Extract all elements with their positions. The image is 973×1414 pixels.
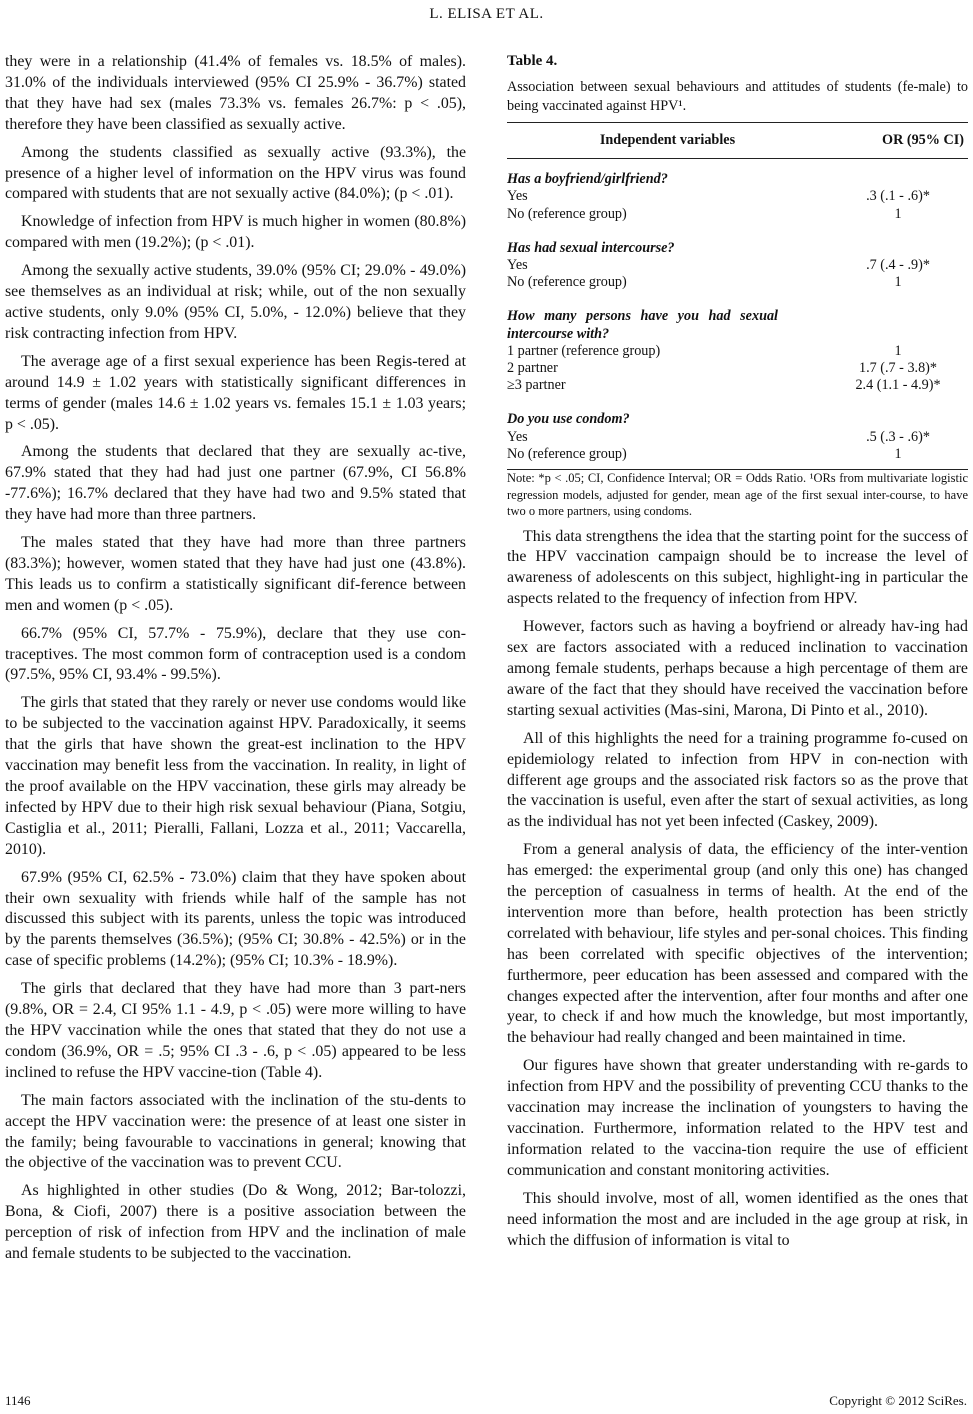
- page-number: 1146: [5, 1393, 31, 1408]
- left-column: [5, 52, 466, 1272]
- paragraph: 66.7% (95% CI, 57.7% - 75.9%), declare that they use con-traceptives. The most common form of contraception used is a condom (97.5%, 95% CI, 93.4% - 99.5%).: [5, 624, 466, 684]
- paragraph: All of this highlights the need for a training programme fo-cused on epidemiology related to infection from HPV in con-nection with different age groups and the associated risk factors so as the prove that the vaccination is useful, even after the start of sexual activities, as long as the individual has not yet been infected (Caskey, 2009).: [507, 729, 968, 831]
- paragraph: However, factors such as having a boyfriend or already hav-ing had sex are factors associated with a reduced inclination to vaccination among female students, perhaps because a high percentage of them are aware of the fact that they should have received the vaccination before starting sexual activities (Mas-sini, Marona, Di Pinto et al., 2010).: [507, 618, 968, 719]
- paragraph: The girls that declared that they have had more than 3 part-ners (9.8%, OR = 2.4, CI 95% 1.1 - 4.9, p < .05) were more willing to have the HPV vaccination while the ones that stated that they do not use a condom (36.9%, OR = .5; 95% CI .3 - .6, p < .05) appeared to be less inclined to refuse the HPV vaccine-tion (Table 4).: [5, 980, 466, 1081]
- table-row: No (reference group) 1: [507, 205, 902, 222]
- table-row: 1 partner (reference group) 1: [507, 342, 902, 359]
- table-group-title: Do you use condom?: [507, 411, 630, 428]
- paragraph: they were in a relationship (41.4% of females vs. 18.5% of males). 31.0% of the individuals interviewed (95% CI 25.9% - 36.7%) stated that they have had sex (males 73.3% vs. females 26.7%: p < .05), therefore they have been classified as sexually active.: [5, 53, 466, 133]
- table-row: Yes .5 (.3 - .6)*: [507, 428, 930, 445]
- column-header: Independent variables: [507, 123, 828, 159]
- running-head: L. ELISA ET AL.: [429, 6, 544, 22]
- paragraph: Our figures have shown that greater understanding with re-gards to infection from HPV and the possibility of preventing CCU thanks to the vaccination may increase the inclination of youngsters to having the vaccination. Furthermore, information related to the HPV test and information related to the vaccina-tion require the use of efficient communication and constant monitoring activities.: [507, 1057, 968, 1179]
- paragraph: This should involve, most of all, women identified as the ones that need information the most and are included in the age group at risk, in which the diffusion of information is vital to: [507, 1189, 968, 1249]
- table-label: Table 4.: [507, 53, 558, 69]
- column-header: OR (95% CI): [828, 123, 968, 159]
- table-caption: Association between sexual behaviours and attitudes of students (fe-male) to being vaccinated against HPV¹.: [507, 79, 968, 114]
- table-group-title: Has a boyfriend/girlfriend?: [507, 171, 668, 188]
- paragraph: The main factors associated with the inclination of the stu-dents to accept the HPV vaccination were: the presence of at least one sister in the family; being favourable to vaccinations in general; knowing that the objective of the vaccination was to prevent CCU.: [5, 1091, 466, 1172]
- paragraph: 67.9% (95% CI, 62.5% - 73.0%) claim that they have spoken about their own sexuality with friends while half of the sample has not discussed this subject with its parents, unless the topic was introduced by the parents themselves (36.5%); (95% CI; 30.8% - 42.5%) or in the case of specific problems (14.2%); (95% CI; 10.3% - 18.9%).: [5, 868, 466, 970]
- paragraph: From a general analysis of data, the efficiency of the inter-vention has emerged: the experimental group (and only this one) has changed the perception of casualness in terms of health. At the end of the intervention more than before, health protection has been strictly correlated with behaviour, life styles and per-sonal choices. This finding has been correlated with specific objectives of the intervention; furthermore, peer education has been assessed and compared with the changes expected after the intervention, after four months and after one year, to check if and how much the knowledge, but most importantly, the behaviour had really changed and been maintained in time.: [507, 841, 968, 1047]
- paragraph: Among the students classified as sexually active (93.3%), the presence of a higher level of information on the HPV virus was found compared with students that are not sexually active (84.0%); (p < .01).: [5, 143, 466, 203]
- table-row: No (reference group) 1: [507, 446, 968, 470]
- table-row: ≥3 partner 2.4 (1.1 - 4.9)*: [507, 377, 941, 394]
- paragraph: Among the students that declared that they are sexually ac-tive, 67.9% stated that they had had just one partner (67.9%, CI 56.8% -77.6%); 16.7% declared that they have had two and 9.5% stated that they have had more than three partners.: [5, 443, 466, 524]
- table-note: Note: *p < .05; CI, Confidence Interval; OR = Odds Ratio. ¹ORs from multivariate logistic regression models, adjusted for gender, mean age of the first sexual inter-course, to have two o more partners, using condoms.: [507, 471, 968, 519]
- table-header-row: [507, 123, 968, 159]
- table-row: Yes .7 (.4 - .9)*: [507, 257, 930, 274]
- right-column: [507, 52, 968, 1258]
- paragraph: The girls that stated that they rarely or never use condoms would like to be subjected to the vaccination against HPV. Paradoxically, it seems that the girls that have shown the great-est inclination to the HPV vaccination may benefit less from the vaccination. In reality, in light of the proof available on the HPV vaccination, these girls may already be infected by HPV due to their high risk sexual behaviour (Piana, Sotgiu, Castiglia et al., 2011; Pieralli, Fallani, Lozza et al., 2011; Vaccarella, 2010).: [5, 694, 466, 858]
- table-row: No (reference group) 1: [507, 274, 902, 291]
- paragraph: Knowledge of infection from HPV is much higher in women (80.8%) compared with men (19.2%); (p < .01).: [5, 213, 466, 252]
- paragraph: Among the sexually active students, 39.0% (95% CI; 29.0% - 49.0%) see themselves as an individual at risk; while, out of the non sexually active students, only 9.0% (95% CI, 5.0%, - 12.0%) believe that they risk contracting infection from HPV.: [5, 262, 466, 342]
- paragraph: The males stated that they have had more than three partners (83.3%); however, women stated that they have had just one (43.8%). This leads us to confirm a statistically significant dif-ference between men and women (p < .05).: [5, 534, 466, 614]
- odds-ratio-table: [507, 122, 968, 470]
- paragraph: This data strengthens the idea that the starting point for the success of the HPV vaccination campaign should be to increase the level of awareness of adolescents on this subject, highlight-ing in particular the aspects related to the frequency of infection from HPV.: [507, 527, 968, 608]
- table-row: Yes .3 (.1 - .6)*: [507, 188, 930, 205]
- table-row: 2 partner 1.7 (.7 - 3.8)*: [507, 360, 938, 377]
- paragraph: The average age of a first sexual experience has been Regis-tered at around 14.9 ± 1.02 years with statistically significant differences in terms of gender (males 14.6 ± 1.02 years vs. females 15.1 ± 1.03 years; p < .05).: [5, 352, 466, 433]
- table-group-title: How many persons have you had sexual intercourse with?: [507, 308, 778, 342]
- paragraph: As highlighted in other studies (Do & Wong, 2012; Bar-tolozzi, Bona, & Ciofi, 2007) there is a positive association between the perception of risk of infection from HPV and the inclination of male and female students to be subjected to the vaccination.: [5, 1182, 466, 1263]
- copyright-notice: Copyright © 2012 SciRes.: [829, 1393, 967, 1408]
- table-group-title: Has had sexual intercourse?: [507, 239, 675, 256]
